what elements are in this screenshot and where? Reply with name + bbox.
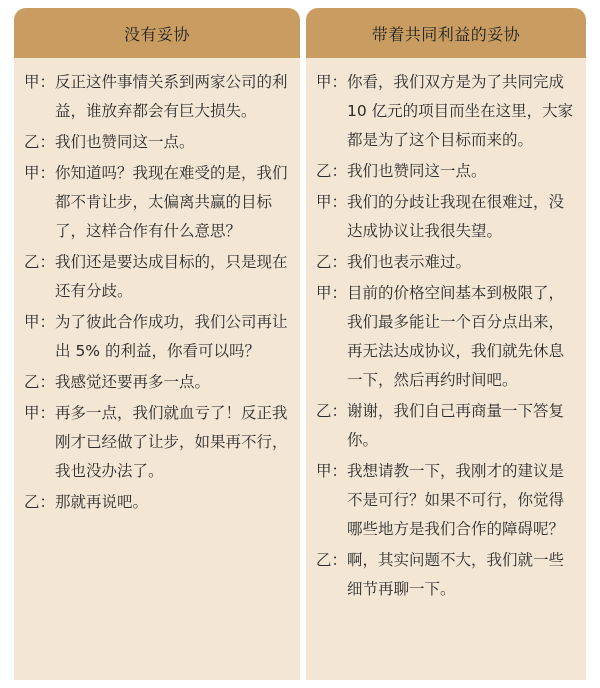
dialogue-turn [24,399,290,486]
speech-text: 反正这件事情关系到两家公司的利益，谁放弃都会有巨大损失。 [55,73,288,120]
speech-text: 啊，其实问题不大，我们就一些细节再聊一下。 [347,551,565,598]
dialogue-list [306,58,586,604]
dialogue-turn [316,546,576,604]
dialogue-list [14,58,300,517]
speaker-label: 甲： [316,73,348,91]
column-compromise [306,8,586,680]
speech-text: 我们的分歧让我现在很难过，没达成协议让我很失望。 [347,193,565,240]
speaker-label: 甲： [24,404,56,422]
speech-text: 为了彼此合作成功，我们公司再让出 5% 的利益，你看可以吗？ [55,313,288,360]
dialogue-turn [24,488,290,517]
dialogue-turn [316,248,576,277]
speaker-label: 甲： [24,313,56,331]
dialogue-turn [316,68,576,155]
speech-text: 我们还是要达成目标的，只是现在还有分歧。 [55,253,288,300]
dialogue-turn [316,188,576,246]
speaker-label: 乙： [316,402,348,420]
dialogue-turn [316,279,576,395]
speaker-label: 乙： [316,551,348,569]
speaker-label: 甲： [316,462,348,480]
speech-text: 再多一点，我们就血亏了！反正我刚才已经做了让步，如果再不行，我也没办法了。 [55,404,288,480]
speech-text: 谢谢，我们自己再商量一下答复你。 [347,402,565,449]
speaker-label: 甲： [24,164,56,182]
speaker-label: 乙： [316,253,348,271]
dialogue-turn [316,157,576,186]
speaker-label: 乙： [24,493,56,511]
dialogue-turn [24,128,290,157]
column-no-compromise [14,8,300,680]
speech-text: 那就再说吧。 [55,493,149,511]
speaker-label: 乙： [24,133,56,151]
speaker-label: 乙： [24,253,56,271]
speaker-label: 甲： [316,193,348,211]
speech-text: 我们也赞同这一点。 [55,133,195,151]
speech-text: 你看，我们双方是为了共同完成 10 亿元的项目而坐在这里，大家都是为了这个目标而来的。 [347,73,574,149]
speaker-label: 甲： [24,73,56,91]
speech-text: 我想请教一下，我刚才的建议是不是可行？如果不可行，你觉得哪些地方是我们合作的障碍呢？ [347,462,565,538]
dialogue-turn [24,248,290,306]
speech-text: 我们也赞同这一点。 [347,162,487,180]
speaker-label: 甲： [316,284,348,302]
dialogue-turn [24,68,290,126]
speech-text: 我们也表示难过。 [347,253,472,271]
dialogue-turn [316,397,576,455]
speech-text: 我感觉还要再多一点。 [55,373,211,391]
column-header: 没有妥协 [14,8,300,58]
speaker-label: 乙： [316,162,348,180]
speaker-label: 乙： [24,373,56,391]
dialogue-turn [24,308,290,366]
speech-text: 目前的价格空间基本到极限了，我们最多能让一个百分点出来，再无法达成协议，我们就先休息一下，然后再约时间吧。 [347,284,565,389]
speech-text: 你知道吗？我现在难受的是，我们都不肯让步，太偏离共赢的目标了，这样合作有什么意思？ [55,164,288,240]
column-header: 带着共同利益的妥协 [306,8,586,58]
dialogue-turn [316,457,576,544]
dialogue-turn [24,159,290,246]
dialogue-turn [24,368,290,397]
